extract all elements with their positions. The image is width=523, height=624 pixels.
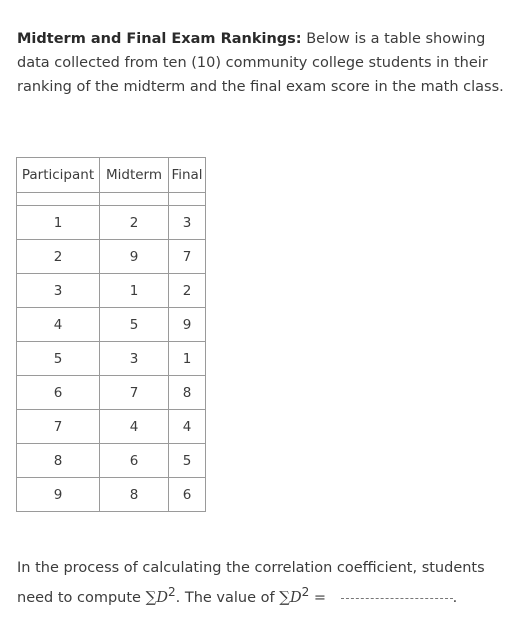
cell-participant: 1 [17,206,100,240]
cell-final: 9 [169,308,206,342]
cell-participant: 3 [17,274,100,308]
cell-final: 5 [169,444,206,478]
cell-final: 2 [169,274,206,308]
question-paragraph [17,556,517,610]
cell-final: 6 [169,478,206,512]
cell-participant: 6 [17,376,100,410]
cell-midterm: 7 [100,376,169,410]
question-text-2: . The value of [175,589,275,606]
math-variable: D [156,589,168,606]
cell-participant: 4 [17,308,100,342]
cell-midterm: 4 [100,410,169,444]
cell-midterm: 2 [100,206,169,240]
cell-participant: 9 [17,478,100,512]
answer-blank[interactable] [341,597,453,599]
sum-expression [279,585,310,606]
rankings-table [16,157,206,512]
intro-text: Below is a table showing data collected from ten (10) community college students in their ranking of the midterm and the final exam score in the math class. [17,31,504,95]
cell-final: 7 [169,240,206,274]
header-midterm: Midterm [100,158,169,193]
math-variable: D [289,589,302,606]
table-row [17,410,206,444]
table-row [17,478,206,512]
cell-midterm: 1 [100,274,169,308]
question-end: . [452,589,458,606]
sum-expression [145,585,176,606]
cell-participant: 2 [17,240,100,274]
cell-midterm: 5 [100,308,169,342]
math-exponent: 2 [167,585,176,599]
cell-participant: 5 [17,342,100,376]
sigma-symbol: ∑ [145,587,157,606]
cell-midterm: 8 [100,478,169,512]
cell-final: 8 [169,376,206,410]
question-text-1: In the process of calculating the correlation coefficient, students need to compute [17,560,485,606]
intro-paragraph [17,27,513,99]
cell-midterm: 9 [100,240,169,274]
equals-sign: = [313,589,327,606]
table-row [17,274,206,308]
math-exponent: 2 [301,585,310,599]
cell-participant: 8 [17,444,100,478]
cell-final: 1 [169,342,206,376]
sigma-symbol: ∑ [279,587,290,606]
cell-midterm: 3 [100,342,169,376]
cell-midterm: 6 [100,444,169,478]
cell-final: 4 [169,410,206,444]
intro-heading: Midterm and Final Exam Rankings: [17,31,302,47]
table-row [17,376,206,410]
table-row [17,308,206,342]
cell-participant: 7 [17,410,100,444]
table-header-row [17,158,206,193]
table-row [17,342,206,376]
table-row [17,206,206,240]
table-spacer-row [17,193,206,206]
table-row [17,240,206,274]
cell-final: 3 [169,206,206,240]
header-participant: Participant [17,158,100,193]
table-row [17,444,206,478]
header-final: Final [169,158,206,193]
